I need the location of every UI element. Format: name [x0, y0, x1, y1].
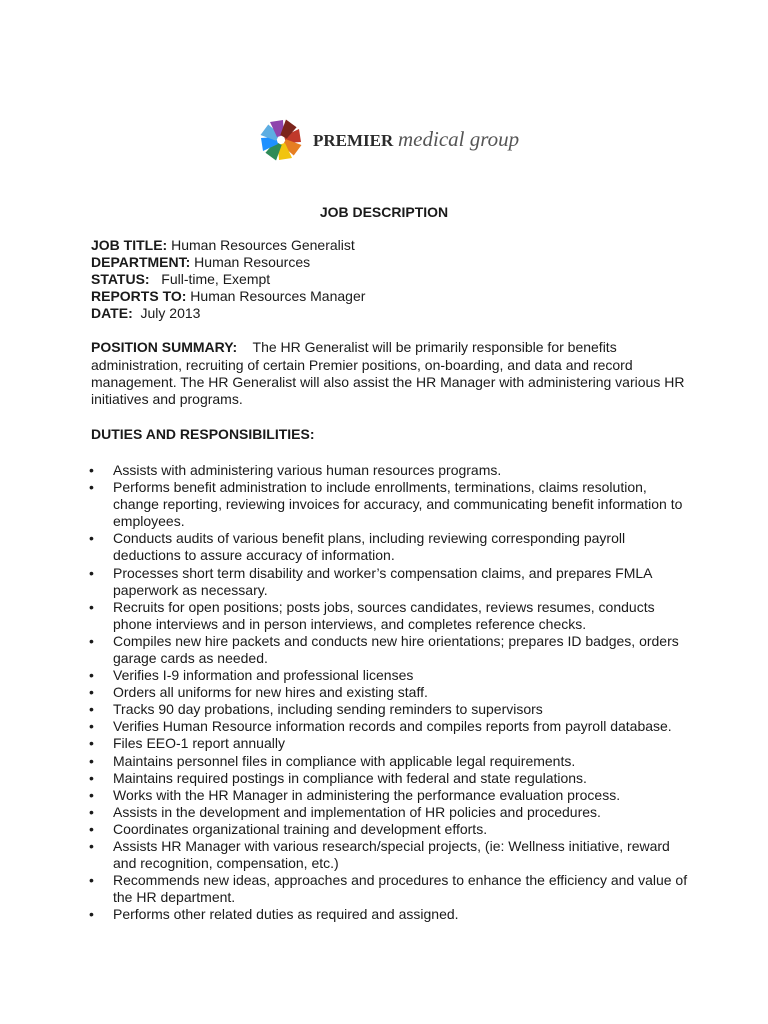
bullet-icon: •: [89, 667, 94, 684]
meta-field-label: JOB TITLE:: [91, 237, 168, 253]
duty-item: [91, 872, 691, 906]
duty-item: [91, 735, 691, 752]
duty-item: [91, 787, 691, 804]
meta-field-value: Human Resources: [190, 254, 311, 271]
position-summary: [91, 339, 691, 407]
bullet-icon: •: [89, 735, 94, 752]
duty-text: Recommends new ideas, approaches and procedures to enhance the efficiency and value of the HR department.: [113, 872, 688, 906]
premier-medical-group-logo: [253, 110, 523, 170]
duty-item: [91, 565, 691, 599]
logo-pinwheel-icon: [253, 110, 523, 170]
bullet-icon: •: [89, 530, 94, 547]
duty-item: [91, 530, 691, 564]
meta-field: [91, 288, 691, 305]
bullet-icon: •: [89, 701, 94, 718]
bullet-icon: •: [89, 872, 94, 889]
position-summary-text: The HR Generalist will be primarily responsible for benefits administration, recruiting of certain Premier positions, on-boarding, and data and record management. The HR Generalist will also assist the HR Manager with administering various HR initiatives and programs.: [91, 339, 685, 407]
duty-text: Processes short term disability and worker’s compensation claims, and prepares FMLA paperwork as necessary.: [113, 564, 652, 598]
duty-item: [91, 701, 691, 718]
meta-field: [91, 305, 691, 322]
document-title: JOB DESCRIPTION: [319, 204, 449, 220]
meta-field: [91, 237, 691, 254]
duty-text: Coordinates organizational training and development efforts.: [113, 820, 488, 837]
bullet-icon: •: [89, 803, 94, 820]
duties-list: [91, 462, 691, 924]
duty-item: [91, 770, 691, 787]
duty-item: [91, 821, 691, 838]
duty-item: [91, 753, 691, 770]
meta-field-value: Full-time, Exempt: [149, 271, 271, 288]
meta-field-label: DEPARTMENT:: [91, 254, 191, 271]
duty-text: Compiles new hire packets and conducts new hire orientations; prepares ID badges, orders garage cards as needed.: [113, 632, 679, 666]
bullet-icon: •: [89, 718, 94, 735]
duty-item: [91, 633, 691, 667]
duty-text: Assists with administering various human resources programs.: [113, 461, 502, 478]
meta-field-label: STATUS:: [91, 271, 150, 288]
duty-text: Files EEO-1 report annually: [113, 735, 285, 752]
duty-item: [91, 462, 691, 479]
bullet-icon: •: [89, 906, 94, 923]
bullet-icon: •: [89, 838, 94, 854]
bullet-icon: •: [89, 752, 94, 769]
bullet-icon: •: [89, 632, 94, 649]
meta-field: [91, 271, 691, 288]
svg-text:PREMIER: PREMIER: [313, 131, 394, 150]
duties-heading: DUTIES AND RESPONSIBILITIES:: [91, 425, 315, 442]
bullet-icon: •: [89, 461, 94, 478]
duty-text: Works with the HR Manager in administering the performance evaluation process.: [113, 786, 621, 803]
meta-field-value: Human Resources Manager: [186, 288, 366, 305]
duty-item: [91, 599, 691, 633]
bullet-icon: •: [89, 769, 94, 786]
duty-text: Conducts audits of various benefit plans, including reviewing corresponding payroll deductions to assure accuracy of information.: [113, 530, 626, 564]
duty-text: Orders all uniforms for new hires and existing staff.: [113, 684, 428, 701]
duty-item: [91, 906, 691, 923]
job-meta-fields: [91, 237, 691, 322]
duty-text: Verifies Human Resource information records and compiles reports from payroll database.: [113, 718, 672, 735]
duty-text: Performs other related duties as required and assigned.: [113, 906, 459, 923]
meta-field-value: Human Resources Generalist: [167, 237, 355, 253]
duty-text: Performs benefit administration to include enrollments, terminations, claims resolution, change reporting, reviewing invoices for accuracy, and communicating benefit information to employees.: [113, 479, 683, 530]
bullet-icon: •: [89, 598, 94, 615]
bullet-icon: •: [89, 564, 94, 581]
duty-item: [91, 684, 691, 701]
bullet-icon: •: [89, 820, 94, 837]
duty-item: [91, 718, 691, 735]
duty-text: Recruits for open positions; posts jobs, sources candidates, reviews resumes, conducts phone interviews and in person interviews, and completes reference checks.: [113, 598, 655, 632]
meta-field-value: July 2013: [132, 305, 201, 322]
document-body: [91, 237, 691, 923]
duty-item: [91, 479, 691, 530]
meta-field-label: DATE:: [91, 305, 133, 322]
duty-text: Tracks 90 day probations, including sending reminders to supervisors: [113, 701, 543, 718]
duty-item: [91, 838, 691, 872]
bullet-icon: •: [89, 786, 94, 803]
duty-text: Verifies I-9 information and professional licenses: [113, 667, 414, 684]
duty-item: [91, 804, 691, 821]
duty-item: [91, 667, 691, 684]
bullet-icon: •: [89, 479, 94, 496]
bullet-icon: •: [89, 684, 94, 701]
duty-text: Assists in the development and implementation of HR policies and procedures.: [113, 803, 601, 820]
duty-text: Assists HR Manager with various research/special projects, (ie: Wellness initiative, reward and recognition, compensation, etc.): [113, 838, 670, 872]
position-summary-label: POSITION SUMMARY:: [91, 339, 238, 356]
duty-text: Maintains personnel files in compliance with applicable legal requirements.: [113, 752, 576, 769]
svg-text:medical group: medical group: [398, 127, 520, 151]
duty-text: Maintains required postings in compliance with federal and state regulations.: [113, 769, 587, 786]
meta-field: [91, 254, 691, 271]
meta-field-label: REPORTS TO:: [91, 288, 187, 305]
